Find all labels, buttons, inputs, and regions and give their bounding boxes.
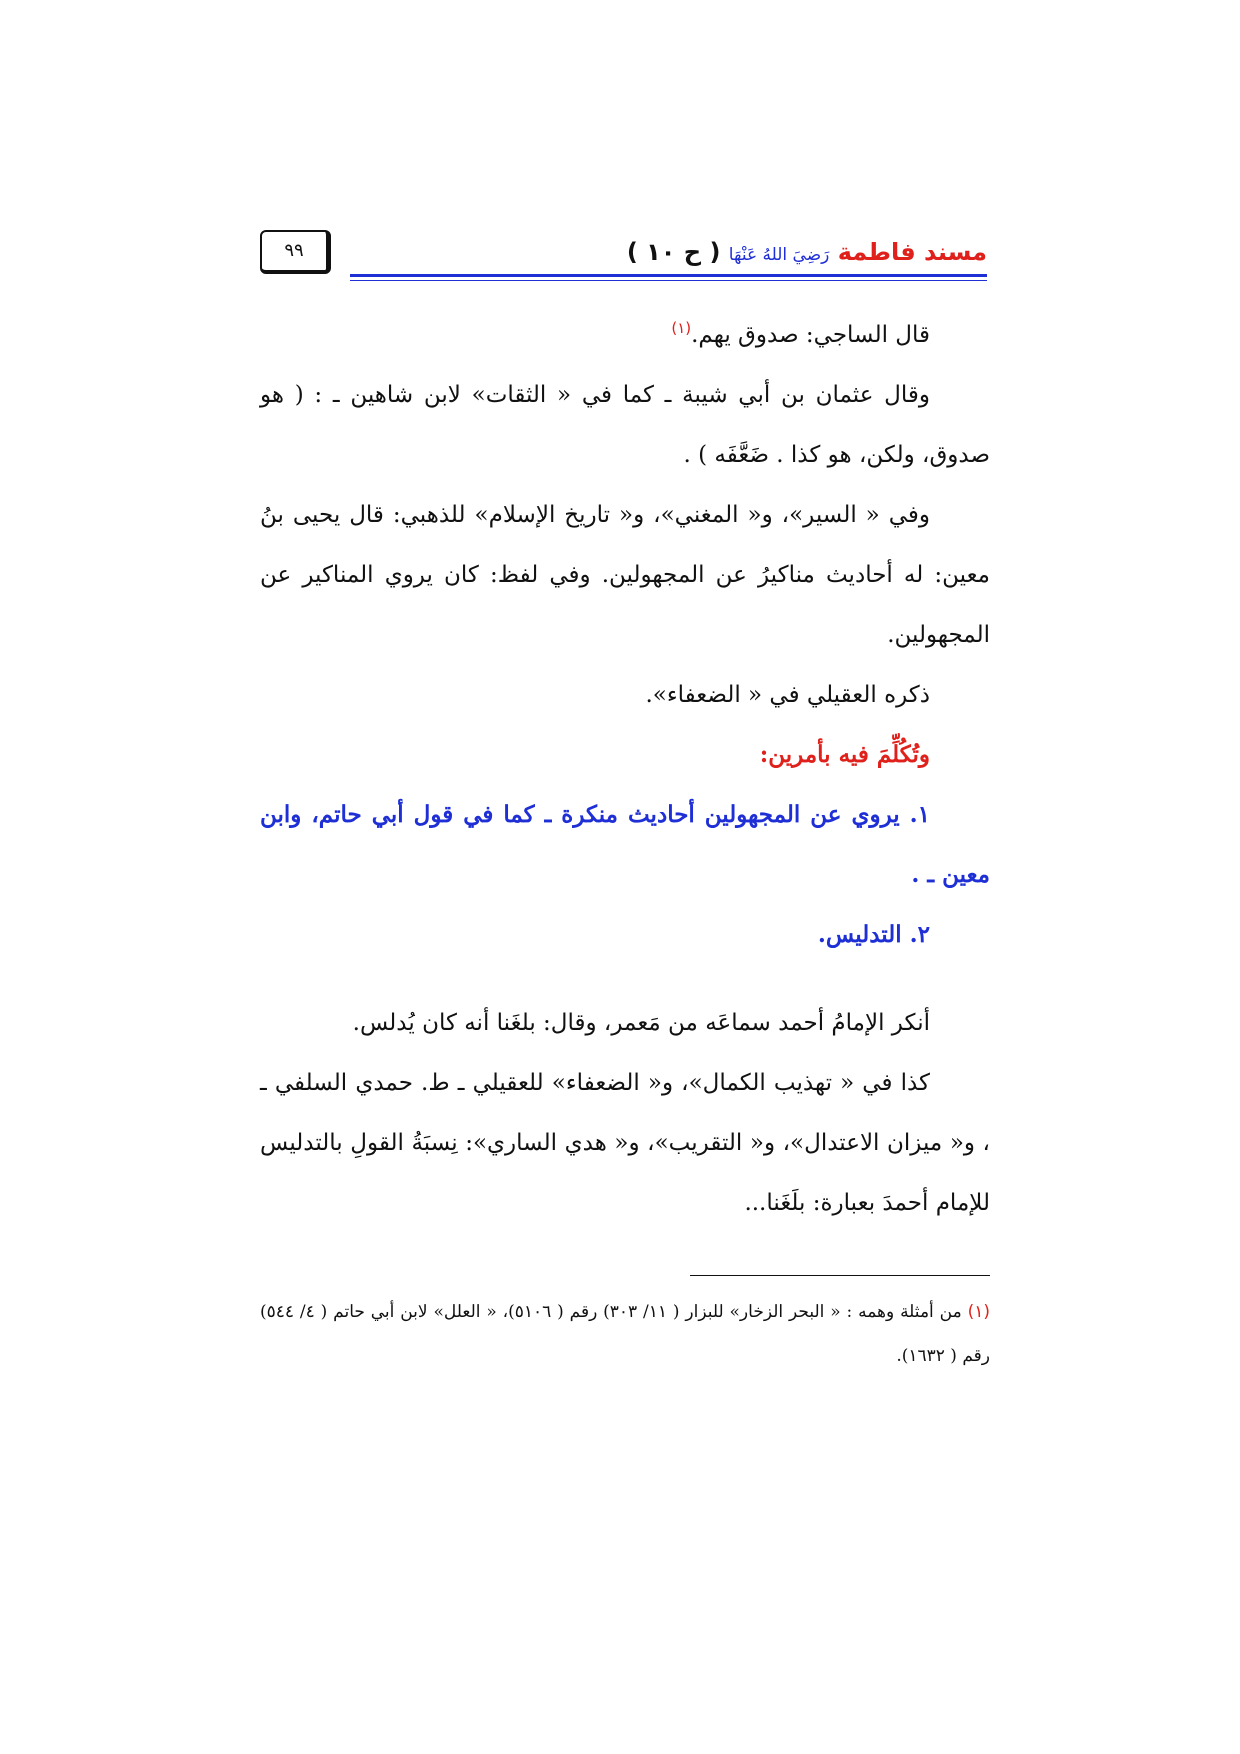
header-rule	[350, 274, 987, 277]
paragraph: أنكر الإمامُ أحمد سماعَه من مَعمر، وقال: بلغَنا أنه كان يُدلس.	[352, 1010, 930, 1036]
list-item: ١. يروي عن المجهولين أحاديث منكرة ـ كما في قول أبي حاتم، وابن معين ـ .	[260, 801, 990, 888]
list-item: ٢. التدليس.	[817, 921, 930, 948]
paragraph: وقال عثمان بن أبي شيبة ـ كما في « الثقات» لابن شاهين ـ : ( هو صدوق، ولكن، هو كذا . ضَعَّفَه ) .	[260, 382, 990, 468]
paragraph: قال الساجي: صدوق يهم.$^{(١)}$	[671, 319, 930, 348]
section-heading: وتُكُلِّمَ فيه بأمرين:	[759, 741, 930, 768]
spacer	[260, 965, 990, 993]
paragraph: ذكره العقيلي في « الضعفاء».	[645, 682, 930, 708]
footnote	[260, 1290, 990, 1378]
book-title: مسند فاطمة	[837, 238, 987, 266]
paragraph: كذا في « تهذيب الكمال»، و« الضعفاء» للعقيلي ـ ط. حمدي السلفي ـ ، و« ميزان الاعتدال»، و« التقريب»، و« هدي الساري»: نِسبَةُ القولِ بالتدليس للإمام أحمدَ بعبارة: بلَغَنا...	[260, 1070, 990, 1216]
footnote-ref[interactable]: (١)	[671, 319, 692, 337]
paragraph: وفي « السير»، و« المغني»، و« تاريخ الإسلام» للذهبي: قال يحيى بنُ معين: له أحاديث مناكيرُ عن المجهولين. وفي لفظ: كان يروي المناكير عن المجهولين.	[260, 502, 990, 648]
footnote-text: من أمثلة وهمه : « البحر الزخار» للبزار ( ١١/ ٣٠٣) رقم ( ٥١٠٦)، « العلل» لابن أبي حاتم ( ٤/ ٥٤٤) رقم ( ١٦٣٢).	[260, 1302, 990, 1366]
volume-label: ( ح ١٠ )	[626, 238, 721, 266]
footnote-divider	[690, 1275, 990, 1276]
page-header	[260, 230, 987, 282]
header-title	[627, 238, 987, 266]
footnotes	[260, 1290, 990, 1378]
header-rule-thin	[350, 280, 987, 281]
page-number: ٩٩	[260, 230, 331, 274]
footnote-number: (١)	[967, 1302, 990, 1322]
honorific: رَضِيَ اللهُ عَنْهَا	[728, 245, 830, 265]
main-text	[260, 298, 990, 1233]
